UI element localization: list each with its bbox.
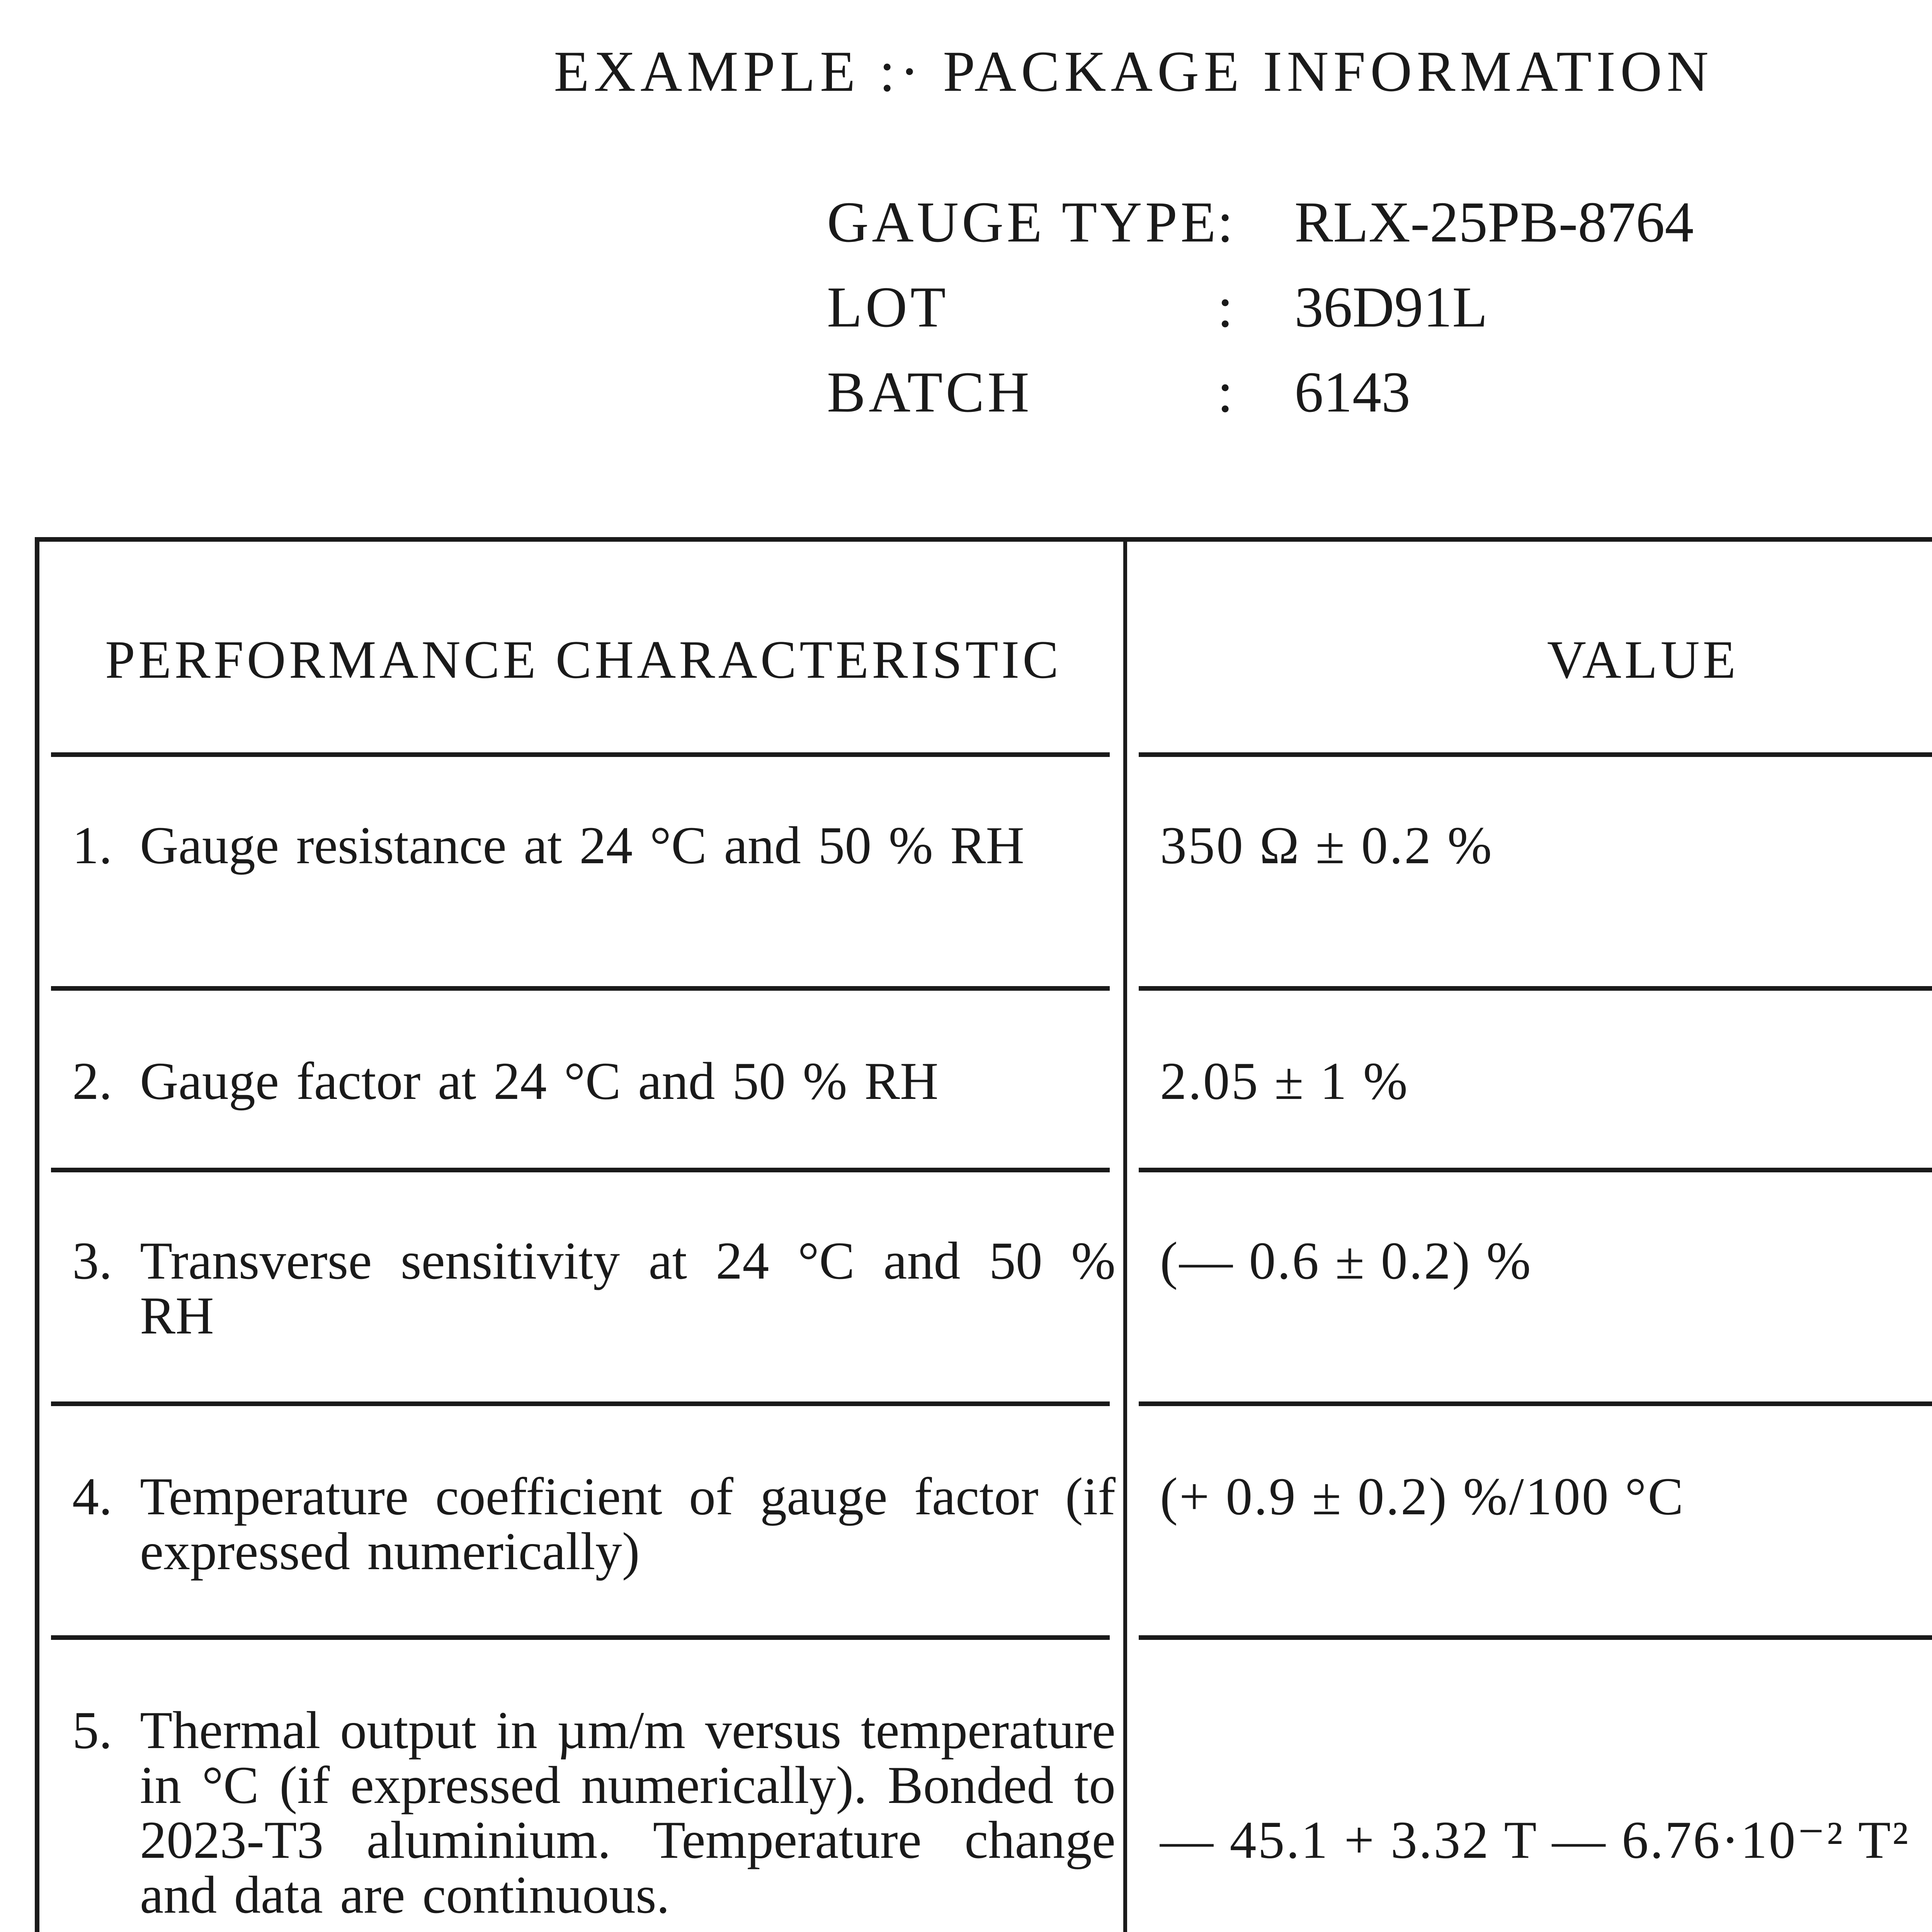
lot-value: 36D91L [1294,275,1488,339]
row-divider [1139,1168,1932,1172]
table-row-1-characteristic [72,818,1116,873]
value-line: (+ 0.9 ± 0.2) %/100 °C [1160,1467,1685,1526]
row-number: 5. [72,1701,112,1760]
row-divider [51,752,1110,757]
header-value: VALUE [1547,630,1739,690]
row-number: 1. [72,816,112,875]
value-line: — 45.1 + 3.32 T — 6.76·10⁻² T² [1160,1810,1910,1869]
table-row-5-characteristic [72,1703,1116,1922]
characteristic-text: Temperature coefficient of gauge factor (if expressed numerically) [140,1467,1116,1581]
row-number: 3. [72,1231,112,1290]
batch-value: 6143 [1294,360,1410,424]
gauge-type-label: GAUGE TYPE [827,190,1219,254]
value-line: (— 0.6 ± 0.2) % [1160,1231,1532,1290]
value-line: 2.05 ± 1 % [1160,1051,1409,1111]
table-row-3-characteristic [72,1233,1116,1343]
performance-table [35,537,1932,1932]
row-divider [51,1168,1110,1172]
characteristic-text: Gauge factor at 24 °C and 50 % RH [140,1051,939,1111]
batch-label: BATCH [827,360,1032,424]
page-title: EXAMPLE :· PACKAGE INFORMATION [554,39,1713,104]
table-row-4-characteristic [72,1469,1116,1579]
row-number: 2. [72,1051,112,1111]
column-divider [1123,542,1127,1932]
table-row-2-value [1160,1051,1932,1111]
gauge-type-colon: : [1217,190,1233,254]
batch-colon: : [1217,360,1233,424]
row-divider [51,1635,1110,1640]
row-divider [1139,752,1932,757]
table-row-4-value [1160,1469,1932,1524]
row-number: 4. [72,1467,112,1526]
lot-label: LOT [827,275,949,339]
header-characteristic: PERFORMANCE CHARACTERISTIC [105,630,1062,690]
row-divider [1139,986,1932,991]
lot-colon: : [1217,275,1233,339]
gauge-type-value: RLX-25PB-8764 [1294,190,1694,254]
row-divider [51,986,1110,991]
row-divider [1139,1401,1932,1406]
table-row-5-value [1160,1703,1932,1932]
value-line: 350 Ω ± 0.2 % [1160,816,1493,875]
row-divider [1139,1635,1932,1640]
table-row-3-value [1160,1233,1932,1288]
characteristic-text: Thermal output in µm/m versus temperature in °C (if expressed numerically). Bonded to 2023-T3 aluminium. Temperature change and data are continuous. [140,1701,1116,1924]
characteristic-text: Transverse sensitivity at 24 °C and 50 % RH [140,1231,1116,1345]
row-divider [51,1401,1110,1406]
table-row-2-characteristic [72,1051,1116,1111]
table-row-1-value [1160,818,1932,873]
characteristic-text: Gauge resistance at 24 °C and 50 % RH [140,816,1024,875]
